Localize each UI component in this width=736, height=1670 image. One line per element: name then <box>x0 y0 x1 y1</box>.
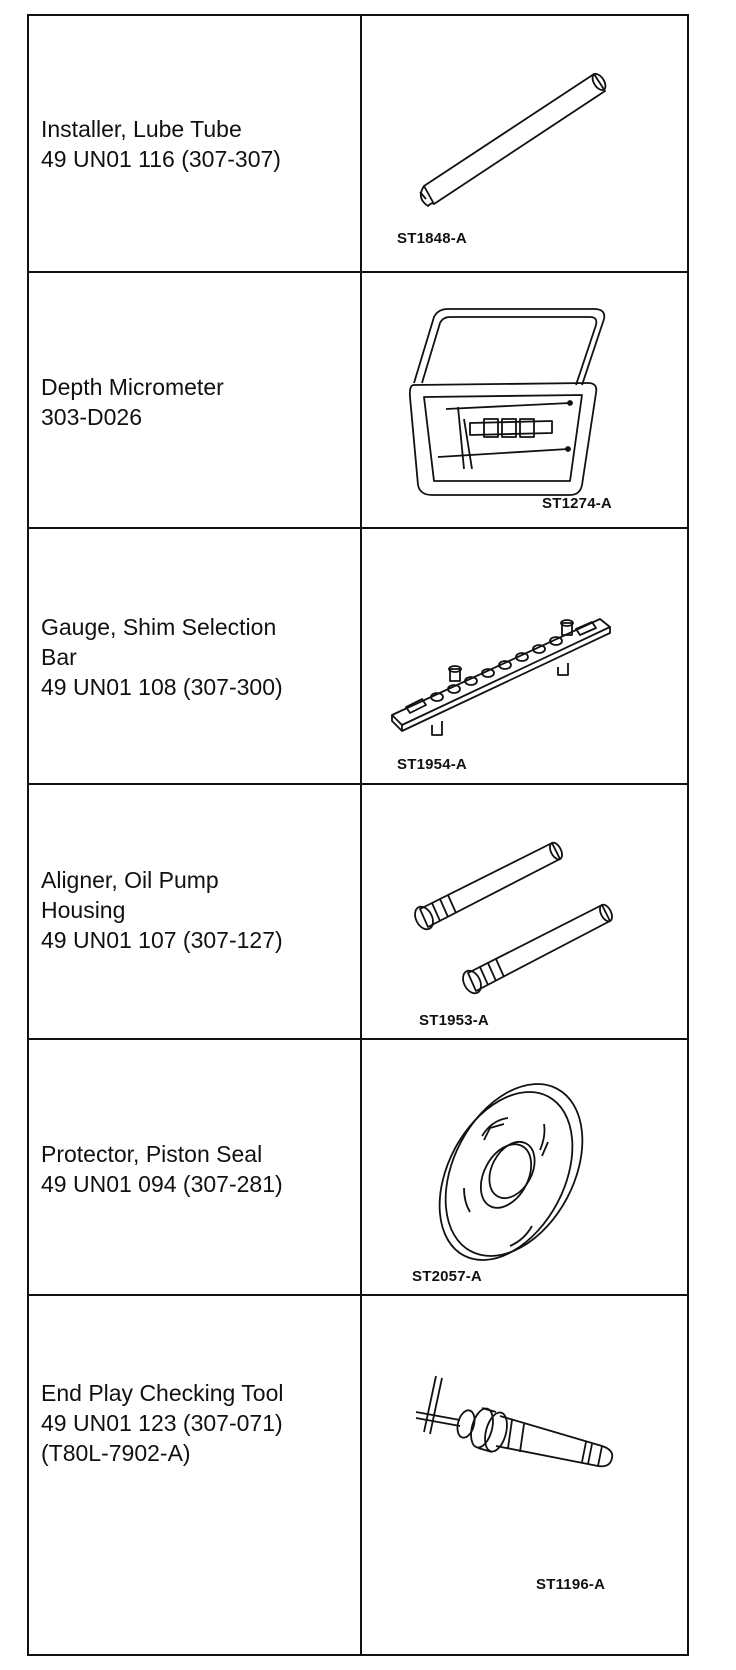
tool-name: Gauge, Shim Selection <box>41 614 277 640</box>
tool-illustration <box>362 1296 687 1654</box>
tool-row-piston-seal-protector <box>29 1038 687 1294</box>
tool-name-continued: Housing <box>41 897 126 923</box>
special-tools-table <box>27 14 689 1656</box>
shim-selection-bar-gauge-icon <box>362 529 687 785</box>
tool-number: 49 UN01 116 (307-307) <box>41 146 281 172</box>
illustration-code: ST1953-A <box>419 1012 489 1029</box>
tool-number: 49 UN01 094 (307-281) <box>41 1171 283 1197</box>
tool-number: 49 UN01 107 (307-127) <box>41 927 283 953</box>
tool-name: Depth Micrometer <box>41 374 224 400</box>
tool-name: Aligner, Oil Pump <box>41 867 219 893</box>
tool-description <box>41 372 341 432</box>
tool-number: 49 UN01 108 (307-300) <box>41 674 283 700</box>
tool-name: Protector, Piston Seal <box>41 1141 263 1167</box>
tool-row-lube-tube-installer <box>29 16 687 271</box>
tool-description <box>41 1139 341 1199</box>
tool-number: 303-D026 <box>41 404 143 430</box>
oil-pump-housing-aligner-icon <box>362 785 687 1040</box>
tool-row-end-play-checking-tool <box>29 1294 687 1654</box>
illustration-code: ST1196-A <box>536 1576 606 1593</box>
illustration-code: ST1954-A <box>397 756 467 773</box>
tool-row-oil-pump-housing-aligner <box>29 783 687 1038</box>
tool-reference-number: (T80L-7902-A) <box>41 1440 191 1466</box>
tool-name-continued: Bar <box>41 644 77 670</box>
tool-name: End Play Checking Tool <box>41 1380 284 1406</box>
tool-description <box>41 865 341 955</box>
illustration-code: ST1848-A <box>397 230 467 247</box>
tool-number: 49 UN01 123 (307-071) <box>41 1410 283 1436</box>
tool-description <box>41 612 341 702</box>
piston-seal-protector-icon <box>362 1040 687 1296</box>
tool-illustration <box>362 273 687 527</box>
tool-illustration <box>362 529 687 783</box>
tool-name: Installer, Lube Tube <box>41 116 242 142</box>
illustration-code: ST2057-A <box>412 1268 482 1285</box>
tool-illustration <box>362 1040 687 1294</box>
tool-description <box>41 114 341 174</box>
tool-row-depth-micrometer <box>29 271 687 527</box>
depth-micrometer-case-icon <box>362 273 687 529</box>
end-play-checking-tool-icon <box>362 1296 687 1656</box>
tool-row-shim-selection-bar-gauge <box>29 527 687 783</box>
tool-description <box>41 1378 341 1468</box>
tool-illustration <box>362 16 687 271</box>
tool-illustration <box>362 785 687 1038</box>
illustration-code: ST1274-A <box>542 495 612 512</box>
